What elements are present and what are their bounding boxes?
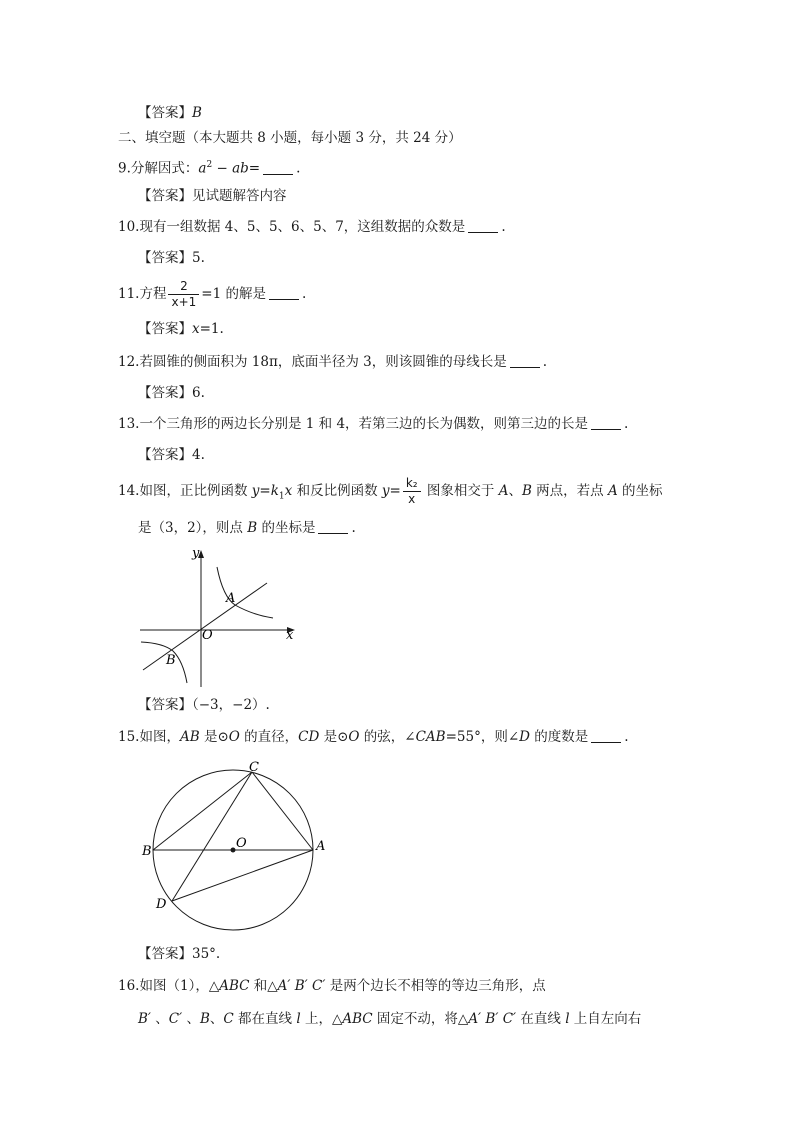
answer-label: 【答案】 bbox=[138, 250, 192, 266]
answer-value: （−3，−2）. bbox=[192, 697, 270, 713]
figure-circle bbox=[140, 755, 340, 935]
question-number: 15. bbox=[118, 729, 140, 745]
answer-label: 【答案】 bbox=[138, 385, 192, 401]
math-var: x bbox=[192, 321, 200, 337]
period: . bbox=[624, 729, 629, 745]
math-var: y bbox=[251, 483, 260, 499]
question-text: 的坐标是 bbox=[257, 520, 316, 536]
origin-label: O bbox=[202, 628, 213, 643]
math-var: k bbox=[270, 483, 279, 499]
point-label: B bbox=[521, 483, 532, 499]
math-op: − bbox=[212, 160, 233, 177]
answer-blank bbox=[269, 285, 299, 300]
question-15 bbox=[118, 727, 629, 747]
question-text: 如图（1），△ bbox=[139, 978, 220, 994]
answer-15 bbox=[138, 944, 220, 964]
math-var: ab bbox=[232, 160, 249, 177]
question-number: 11. bbox=[118, 286, 140, 302]
question-text: 现有一组数据 4、5、5、6、5、7，这组数据的众数是 bbox=[139, 219, 466, 235]
answer-blank bbox=[510, 353, 540, 368]
question-text: 的度数是 bbox=[529, 729, 589, 745]
question-text: 上，△ bbox=[300, 1011, 343, 1027]
hyperbola-branch-2 bbox=[141, 642, 187, 683]
math-op: = bbox=[259, 483, 271, 499]
question-text: 都在直线 bbox=[233, 1011, 297, 1027]
question-text: 如图，正比例函数 bbox=[139, 483, 252, 499]
point-label: D bbox=[519, 729, 530, 745]
line-label: l bbox=[296, 1011, 301, 1027]
question-16-line2 bbox=[138, 1009, 641, 1029]
triangle-label: A′ B′ C′ bbox=[277, 978, 326, 994]
question-text: =55°，则∠ bbox=[445, 729, 520, 745]
question-text: 在直线 bbox=[516, 1011, 566, 1027]
question-number: 13. bbox=[118, 416, 140, 432]
point-label: A bbox=[498, 483, 509, 499]
figure-coordinate-graph bbox=[135, 545, 305, 690]
math-op: = bbox=[248, 160, 261, 177]
answer-blank bbox=[591, 415, 621, 430]
period: . bbox=[542, 354, 548, 370]
question-text: 两点，若点 bbox=[531, 483, 608, 499]
math-sub: 1 bbox=[278, 491, 285, 502]
center-point bbox=[231, 848, 236, 853]
angle-label: CAB bbox=[415, 729, 446, 745]
question-11 bbox=[118, 276, 306, 312]
fraction-denominator: x bbox=[408, 492, 416, 506]
answer-blank bbox=[468, 218, 498, 233]
question-number: 9. bbox=[118, 160, 131, 177]
point-c-label: C bbox=[249, 760, 259, 775]
question-number: 10. bbox=[118, 219, 140, 235]
answer-prev bbox=[138, 103, 202, 123]
math-var: y bbox=[381, 483, 390, 499]
question-text: 是⊙ bbox=[319, 729, 349, 745]
question-16 bbox=[118, 976, 546, 996]
point-label: O bbox=[348, 729, 360, 745]
question-text: 和△ bbox=[249, 978, 278, 994]
fraction bbox=[168, 279, 199, 310]
separator: 、 bbox=[151, 1011, 169, 1027]
period: . bbox=[296, 160, 301, 177]
triangle-label: ABC bbox=[219, 978, 250, 994]
answer-label: 【答案】 bbox=[138, 321, 192, 337]
answer-blank bbox=[591, 728, 621, 743]
question-number: 16. bbox=[118, 978, 140, 994]
answer-blank bbox=[263, 160, 293, 175]
question-text: 固定不动，将△ bbox=[372, 1011, 469, 1027]
answer-12 bbox=[138, 383, 205, 403]
y-axis-label: y bbox=[192, 546, 200, 561]
question-text: 是（3，2），则点 bbox=[138, 520, 248, 536]
math-var: x bbox=[284, 483, 293, 499]
chord-da bbox=[172, 850, 313, 901]
answer-10 bbox=[138, 248, 205, 268]
answer-label: 【答案】 bbox=[138, 697, 192, 713]
answer-value: B bbox=[192, 105, 202, 121]
fraction-numerator: 2 bbox=[168, 279, 199, 295]
period: . bbox=[301, 286, 307, 302]
point-a-label: A bbox=[226, 591, 236, 606]
point-b-label: B bbox=[166, 653, 176, 668]
question-13 bbox=[118, 414, 628, 434]
segment-label: CD bbox=[298, 729, 320, 745]
separator: 、 bbox=[209, 1011, 224, 1027]
period: . bbox=[624, 416, 629, 432]
point-b-label: B bbox=[142, 844, 152, 859]
separator: 、 bbox=[182, 1011, 200, 1027]
center-label: O bbox=[236, 836, 247, 851]
question-text: 如图， bbox=[139, 729, 180, 745]
point-a-label: A bbox=[316, 839, 326, 854]
line-label: l bbox=[565, 1011, 570, 1027]
point-label: B bbox=[200, 1011, 210, 1027]
segment-label: AB bbox=[179, 729, 200, 745]
question-number: 14. bbox=[118, 483, 140, 499]
question-text: 和反比例函数 bbox=[292, 483, 382, 499]
triangle-label: A′ B′ C′ bbox=[468, 1011, 517, 1027]
fraction bbox=[403, 476, 421, 507]
answer-label: 【答案】 bbox=[138, 447, 192, 463]
line-y-k1x bbox=[143, 583, 267, 670]
question-14 bbox=[118, 473, 663, 515]
question-text: 若圆锥的侧面积为 18π，底面半径为 3，则该圆锥的母线长是 bbox=[139, 354, 507, 370]
question-text: 一个三角形的两边长分别是 1 和 4，若第三边的长为偶数，则第三边的长是 bbox=[139, 416, 589, 432]
question-text: 的弦，∠ bbox=[359, 729, 416, 745]
question-text: 方程 bbox=[139, 286, 167, 302]
math-sup: 2 bbox=[206, 160, 213, 170]
math-var: a bbox=[198, 160, 207, 177]
point-label: C bbox=[223, 1011, 234, 1027]
question-text: 的坐标 bbox=[617, 483, 663, 499]
chord-ca bbox=[252, 772, 313, 850]
point-label: B′ bbox=[138, 1011, 151, 1027]
answer-value: 4. bbox=[192, 447, 205, 463]
math-op: = bbox=[389, 483, 401, 499]
triangle-label: ABC bbox=[342, 1011, 373, 1027]
point-label: B bbox=[247, 520, 258, 536]
answer-13 bbox=[138, 445, 205, 465]
question-text: 是⊙ bbox=[199, 729, 229, 745]
answer-value: =1. bbox=[199, 321, 224, 337]
x-axis-label: x bbox=[286, 628, 294, 643]
point-label: A bbox=[607, 483, 618, 499]
question-text: 的直径， bbox=[239, 729, 299, 745]
point-label: C′ bbox=[168, 1011, 183, 1027]
question-number: 12. bbox=[118, 354, 140, 370]
section-title: 二、填空题（本大题共 8 小题，每小题 3 分，共 24 分） bbox=[118, 130, 462, 146]
fraction-numerator: k₂ bbox=[403, 476, 421, 492]
question-text: =1 的解是 bbox=[201, 286, 266, 302]
answer-label: 【答案】 bbox=[138, 946, 192, 962]
answer-value: 见试题解答内容 bbox=[192, 188, 287, 204]
question-text: 是两个边长不相等的等边三角形，点 bbox=[325, 978, 546, 994]
answer-value: 6. bbox=[192, 385, 205, 401]
question-12 bbox=[118, 352, 547, 372]
period: . bbox=[351, 520, 356, 536]
separator: 、 bbox=[508, 483, 522, 499]
point-label: O bbox=[228, 729, 240, 745]
question-10 bbox=[118, 217, 506, 237]
answer-9 bbox=[138, 186, 287, 206]
question-text: 上自左向右 bbox=[569, 1011, 642, 1027]
answer-label: 【答案】 bbox=[138, 105, 192, 121]
answer-value: 35°. bbox=[192, 946, 221, 962]
fraction-denominator: x+1 bbox=[171, 295, 197, 309]
answer-value: 5. bbox=[192, 250, 205, 266]
answer-label: 【答案】 bbox=[138, 188, 192, 204]
answer-blank bbox=[318, 519, 348, 534]
question-9 bbox=[118, 155, 300, 179]
period: . bbox=[501, 219, 506, 235]
answer-14 bbox=[138, 695, 270, 715]
point-d-label: D bbox=[156, 897, 167, 912]
answer-11 bbox=[138, 319, 224, 339]
question-text: 图象相交于 bbox=[422, 483, 499, 499]
question-14-line2 bbox=[138, 518, 356, 538]
question-text: 分解因式： bbox=[130, 160, 199, 177]
